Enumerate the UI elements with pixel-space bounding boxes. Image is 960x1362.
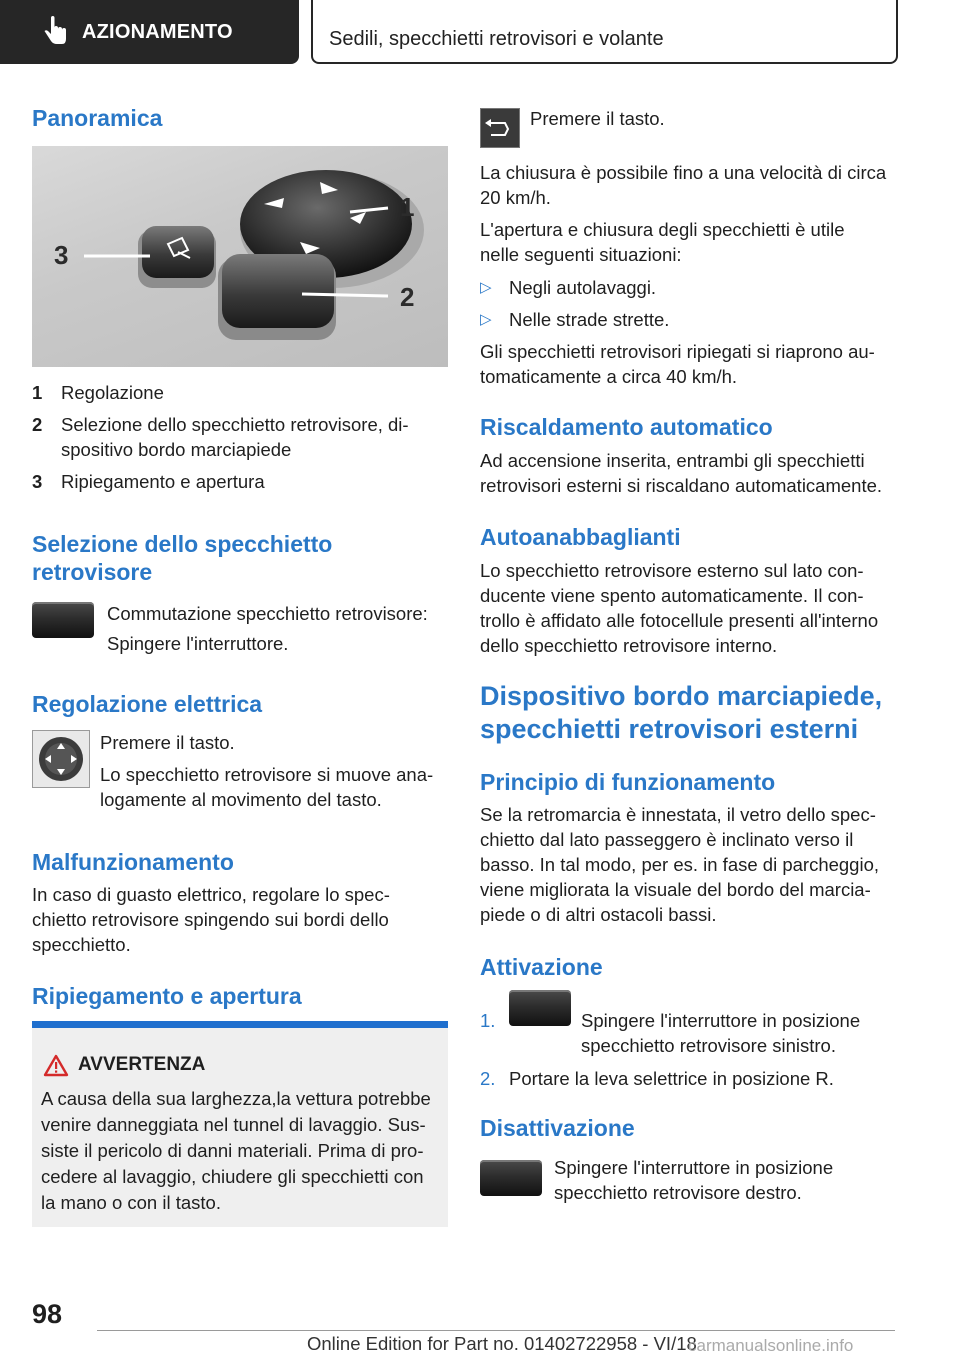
fold-button-icon	[480, 108, 520, 148]
heating-text: Ad accensione inserita, entrambi gli specchietti retrovisori esterni si riscaldano automaticamente.	[480, 450, 883, 496]
reopen-text: Gli specchietti retrovisori ripiegati si riaprono au-tomaticamente a circa 40 km/h.	[480, 341, 875, 387]
hand-pointer-icon	[38, 14, 74, 50]
antiglare-text: Lo specchietto retrovisore esterno sul lato con-ducente viene spento automaticamente. Il con-trollo è affidato alle fotocellule presenti all'interno dello specchietto retrovisore interno.	[480, 560, 879, 656]
chapter-tab	[311, 0, 898, 64]
electric-adjust-heading: Regolazione elettrica	[32, 691, 263, 717]
select-mirror-text: Commutazione specchietto retrovisore:	[107, 603, 428, 624]
figure-label-1: 1	[400, 192, 415, 222]
electric-press-text: Premere il tasto.	[100, 732, 235, 753]
deactivation-text: Spingere l'interruttore in posizione specchietto retrovisore destro.	[554, 1157, 834, 1203]
useful-situations-text: L'apertura e chiusura degli specchietti è utile nelle seguenti situazioni:	[480, 219, 845, 265]
electric-move-text: Lo specchietto retrovisore si muove ana-logamente al movimento del tasto.	[100, 764, 434, 810]
warning-text: A causa della sua larghezza,la vettura potrebbe venire danneggiata nel tunnel di lavaggio. Sus-siste il pericolo di danni materiali. Prima di pro-cedere al lavaggio, chiudere gli specchietti con la mano o con il tasto.	[41, 1088, 431, 1213]
page-header	[0, 0, 960, 66]
footer-divider	[97, 1330, 895, 1331]
watermark: carmanualsonline.info	[688, 1336, 854, 1355]
overview-heading: Panoramica	[32, 105, 163, 131]
edition-text: Online Edition for Part no. 01402722958 - VI/18	[307, 1333, 697, 1354]
curb-function-heading: Dispositivo bordo marciapiede, specchietti retrovisori esterni	[480, 681, 883, 744]
heating-heading: Riscaldamento automatico	[480, 414, 773, 440]
mirror-switch-icon	[480, 1160, 542, 1196]
mirror-controls-illustration	[32, 146, 448, 367]
warning-box	[32, 1021, 448, 1227]
triangle-bullet-icon: ▷	[480, 311, 492, 328]
warning-title: AVVERTENZA	[78, 1054, 206, 1075]
activation-step: 1. Spingere l'interruttore in posizione specchietto retrovisore sinistro.	[480, 1008, 896, 1062]
principle-heading: Principio di funzionamento	[480, 769, 776, 795]
figure-label-2: 2	[400, 282, 415, 312]
section-tab	[0, 0, 299, 64]
mirror-controls-figure	[32, 146, 448, 367]
mirror-switch-icon	[509, 990, 571, 1026]
triangle-bullet-icon: ▷	[480, 279, 492, 296]
adjust-knob-icon	[32, 730, 90, 788]
fold-press-text: Premere il tasto.	[530, 108, 665, 129]
malfunction-text: In caso di guasto elettrico, regolare lo spec-chietto retrovisore spingendo sui bordi dello specchietto.	[32, 884, 390, 955]
page-number: 98	[32, 1299, 63, 1329]
figure-label-3: 3	[54, 240, 69, 270]
select-mirror-heading: Selezione dello specchietto retrovisore	[32, 531, 333, 585]
deactivation-heading: Disattivazione	[480, 1115, 635, 1141]
closing-speed-text: La chiusura è possibile fino a una velocità di circa 20 km/h.	[480, 162, 887, 208]
principle-text: Se la retromarcia è innestata, il vetro dello spec-chietto dal lato passeggero è inclinato verso il basso. In tal modo, per es. in fase di parcheggio, viene migliorata la visuale del bordo del marcia-piede o di altri ostacoli bassi.	[480, 804, 880, 925]
activation-heading: Attivazione	[480, 954, 603, 980]
malfunction-heading: Malfunzionamento	[32, 849, 234, 875]
section-title: AZIONAMENTO	[82, 20, 233, 43]
fold-heading: Ripiegamento e apertura	[32, 983, 302, 1009]
warning-triangle-icon	[43, 1054, 69, 1077]
select-mirror-instruction: Spingere l'interruttore.	[107, 633, 289, 654]
mirror-switch-icon	[32, 602, 94, 638]
antiglare-heading: Autoanabbaglianti	[480, 524, 681, 550]
chapter-title: Sedili, specchietti retrovisori e volante	[329, 28, 664, 50]
